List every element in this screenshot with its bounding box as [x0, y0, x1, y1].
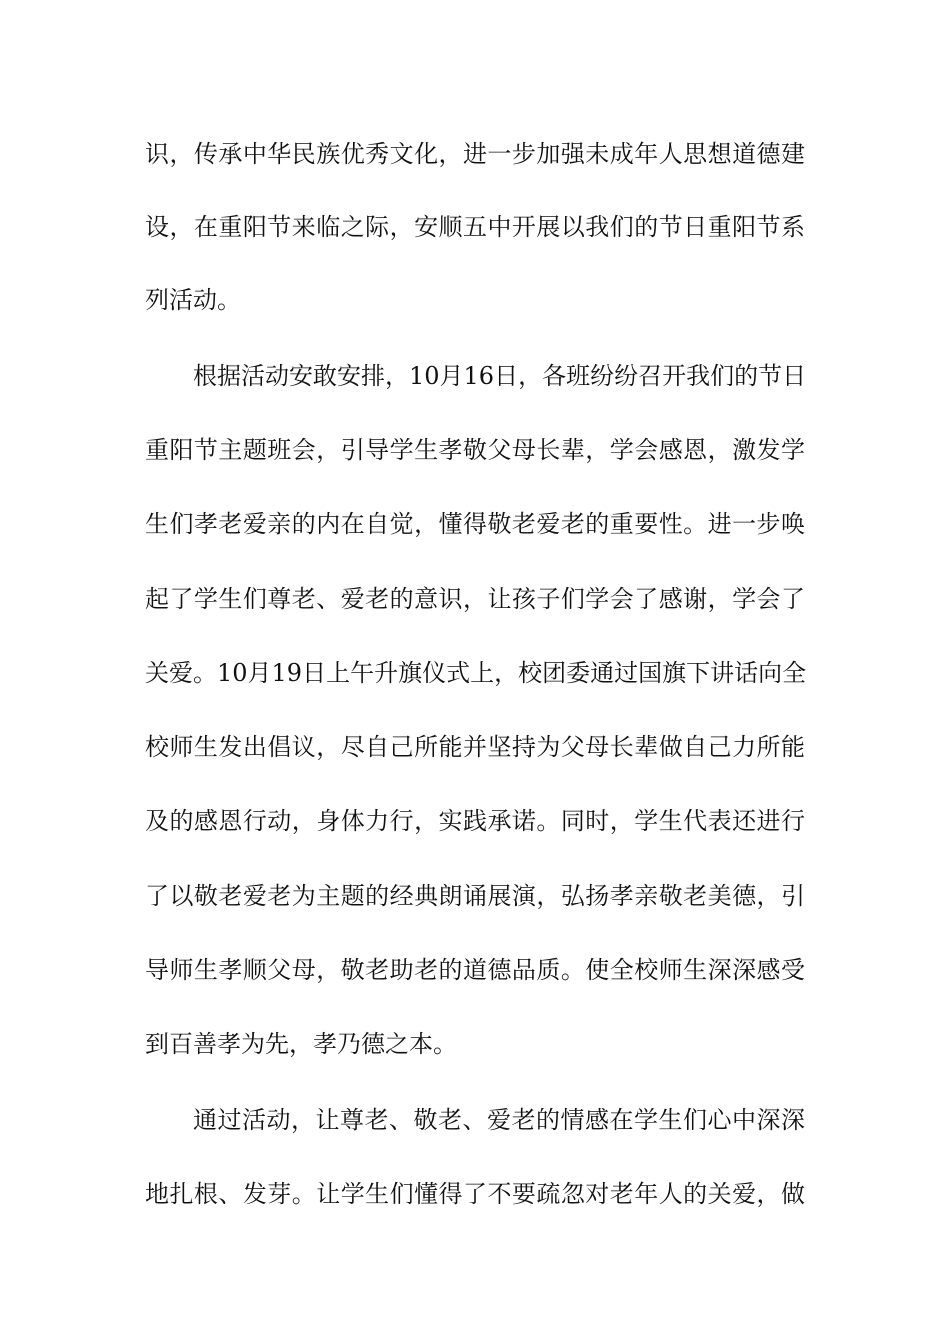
text-line-3: 列活动。 — [145, 286, 241, 314]
text-line-4: 根据活动安敢安排，10月16日，各班纷纷召开我们的节日 — [193, 362, 807, 390]
text-line-5: 重阳节主题班会，引导学生孝敬父母长辈，学会感恩，激发学 — [145, 436, 805, 464]
text-line-9: 校师生发出倡议，尽自己所能并坚持为父母长辈做自己力所能 — [145, 733, 805, 761]
text-line-7: 起了学生们尊老、爱老的意识，让孩子们学会了感谢，学会了 — [145, 585, 805, 613]
text-line-10: 及的感恩行动，身体力行，实践承诺。同时，学生代表还进行 — [145, 807, 805, 835]
text-line-2: 设，在重阳节来临之际，安顺五中开展以我们的节日重阳节系 — [145, 213, 805, 241]
text-line-8: 关爱。10月19日上午升旗仪式上，校团委通过国旗下讲话向全 — [145, 659, 807, 687]
text-line-1: 识，传承中华民族优秀文化，进一步加强未成年人思想道德建 — [145, 140, 805, 168]
text-line-12: 导师生孝顺父母，敬老助老的道德品质。使全校师生深深感受 — [145, 956, 805, 984]
text-line-6: 生们孝老爱亲的内在自觉，懂得敬老爱老的重要性。进一步唤 — [145, 510, 805, 538]
text-line-14: 通过活动，让尊老、敬老、爱老的情感在学生们心中深深 — [193, 1106, 805, 1134]
text-line-11: 了以敬老爱老为主题的经典朗诵展演，弘扬孝亲敬老美德，引 — [145, 882, 805, 910]
text-line-13: 到百善孝为先，孝乃德之本。 — [145, 1030, 457, 1058]
text-line-15: 地扎根、发芽。让学生们懂得了不要疏忽对老年人的关爱，做 — [145, 1180, 805, 1208]
